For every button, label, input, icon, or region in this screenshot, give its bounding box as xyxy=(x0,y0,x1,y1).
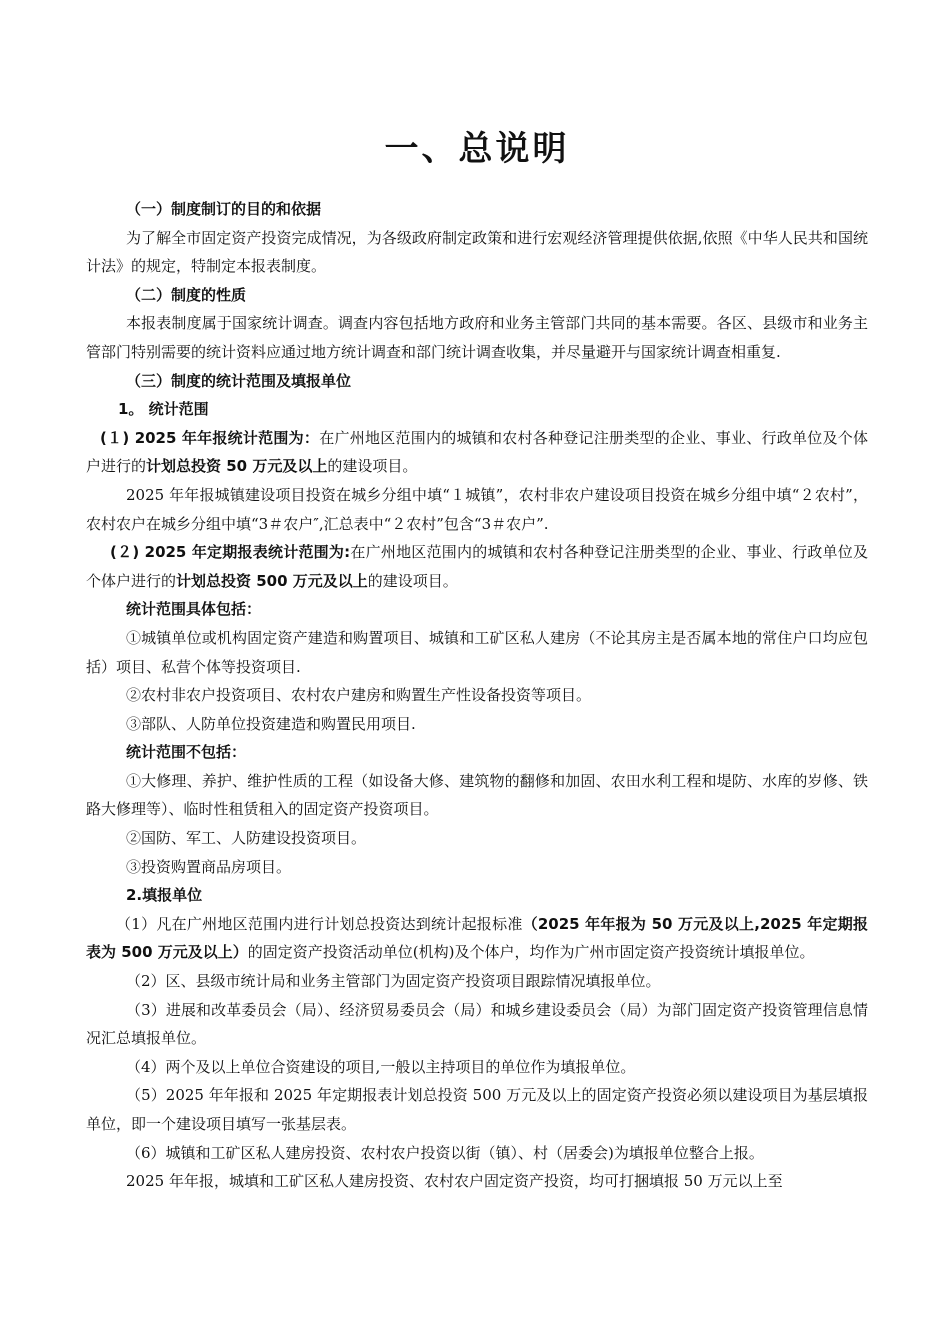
unit-item-6: （6）城镇和工矿区私人建房投资、农村农户投资以街（镇）、村（居委会)为填报单位整合上报。 xyxy=(126,1143,764,1162)
unit-item-3: （3）进展和改革委员会（局）、经济贸易委员会（局）和城乡建设委员会（局）为部门固定资产投资管理信息情况汇总填报单位。 xyxy=(86,1000,868,1048)
unit-item-1 xyxy=(86,910,868,967)
section-2-heading: （二）制度的性质 xyxy=(126,285,247,304)
included-heading: 统计范围具体包括： xyxy=(126,600,262,619)
subsection-scope-heading: 1。 统计范围 xyxy=(118,400,209,419)
annual-scope-text: 在广州地区范围内的城镇和农村各种登记注册类型的企业、事业、行政单位及个体户进行的 xyxy=(86,428,868,476)
excluded-item: ②国防、军工、人防建设投资项目。 xyxy=(126,829,367,848)
section-3-heading: （三）制度的统计范围及填报单位 xyxy=(126,371,352,390)
excluded-item: ①大修理、养护、维护性质的工程（如设备大修、建筑物的翻修和加固、农田水利工程和堤防、水库的岁修、铁路大修理等）、临时性租赁租入的固定资产投资项目。 xyxy=(86,771,868,819)
unit-item-4: （4）两个及以上单位合资建设的项目,一般以主持项目的单位作为填报单位。 xyxy=(126,1057,636,1076)
included-item: ③部队、人防单位投资建造和购置民用项目. xyxy=(126,714,416,733)
annual-scope-note: 2025 年年报城镇建设项目投资在城乡分组中填“１城镇”，农村非农户建设项目投资在城乡分组中填“２农村”，农村农户在城乡分组中填“3＃农户″,汇总表中“２农村”包含“3＃农户”. xyxy=(86,485,868,533)
annual-scope-paragraph xyxy=(86,424,868,481)
unit-item-5: （5）2025 年年报和 2025 年定期报表计划总投资 500 万元及以上的固定资产投资必须以建设项目为基层填报单位，即一个建设项目填写一张基层表。 xyxy=(86,1086,868,1133)
excluded-heading: 统计范围不包括： xyxy=(126,743,247,762)
periodic-scope-tail: 的建设项目。 xyxy=(367,571,458,590)
included-item: ②农村非农户投资项目、农村农户建房和购置生产性设备投资等项目。 xyxy=(126,686,592,705)
unit-item-1-threshold: （2025 年年报为 50 万元及以上,2025 年定期报表为 500 万元及以上） xyxy=(86,914,868,962)
included-item: ①城镇单位或机构固定资产建造和购置项目、城镇和工矿区私人建房（不论其房主是否属本地的常住户口均应包括）项目、私营个体等投资项目. xyxy=(86,628,868,676)
periodic-scope-text: 在广州地区范围内的城镇和农村各种登记注册类型的企业、事业、行政单位及个体户进行的 xyxy=(86,543,868,590)
document-body xyxy=(86,195,868,1196)
annual-scope-lead: (１) 2025 年年报统计范围为： xyxy=(100,428,320,447)
section-1-heading: （一）制度制订的目的和依据 xyxy=(126,200,322,218)
section-2-paragraph: 本报表制度属于国家统计调查。调查内容包括地方政府和业务主管部门共同的基本需要。各区、县级市和业务主管部门特别需要的统计资料应通过地方统计调查和部门统计调查收集，并尽量避开与国家统计调查相重复. xyxy=(86,314,868,361)
unit-item-7: 2025 年年报，城填和工矿区私人建房投资、农村农户固定资产投资，均可打捆填报 50 万元以上至 xyxy=(126,1172,783,1191)
periodic-scope-lead: (２) 2025 年定期报表统计范围为: xyxy=(110,543,351,562)
periodic-scope-paragraph xyxy=(86,538,868,595)
unit-item-2: （2）区、县级市统计局和业务主管部门为固定资产投资项目跟踪情况填报单位。 xyxy=(126,972,661,991)
unit-item-1-text: （1）凡在广州地区范围内进行计划总投资达到统计起报标准 xyxy=(116,914,523,933)
unit-item-1-tail: 的固定资产投资活动单位(机构)及个体户，均作为广州市固定资产投资统计填报单位。 xyxy=(247,943,815,962)
annual-scope-threshold: 计划总投资 50 万元及以上 xyxy=(146,457,328,476)
page-title: 一、总说明 xyxy=(384,129,570,169)
periodic-scope-threshold: 计划总投资 500 万元及以上 xyxy=(176,571,368,590)
annual-scope-tail: 的建设项目。 xyxy=(327,457,418,476)
section-1-paragraph: 为了解全市固定资产投资完成情况，为各级政府制定政策和进行宏观经济管理提供依据,依照《中华人民共和国统计法》的规定，特制定本报表制度。 xyxy=(86,228,868,276)
subsection-units-heading: 2.填报单位 xyxy=(126,886,203,905)
excluded-item: ③投资购置商品房项目。 xyxy=(126,857,292,876)
